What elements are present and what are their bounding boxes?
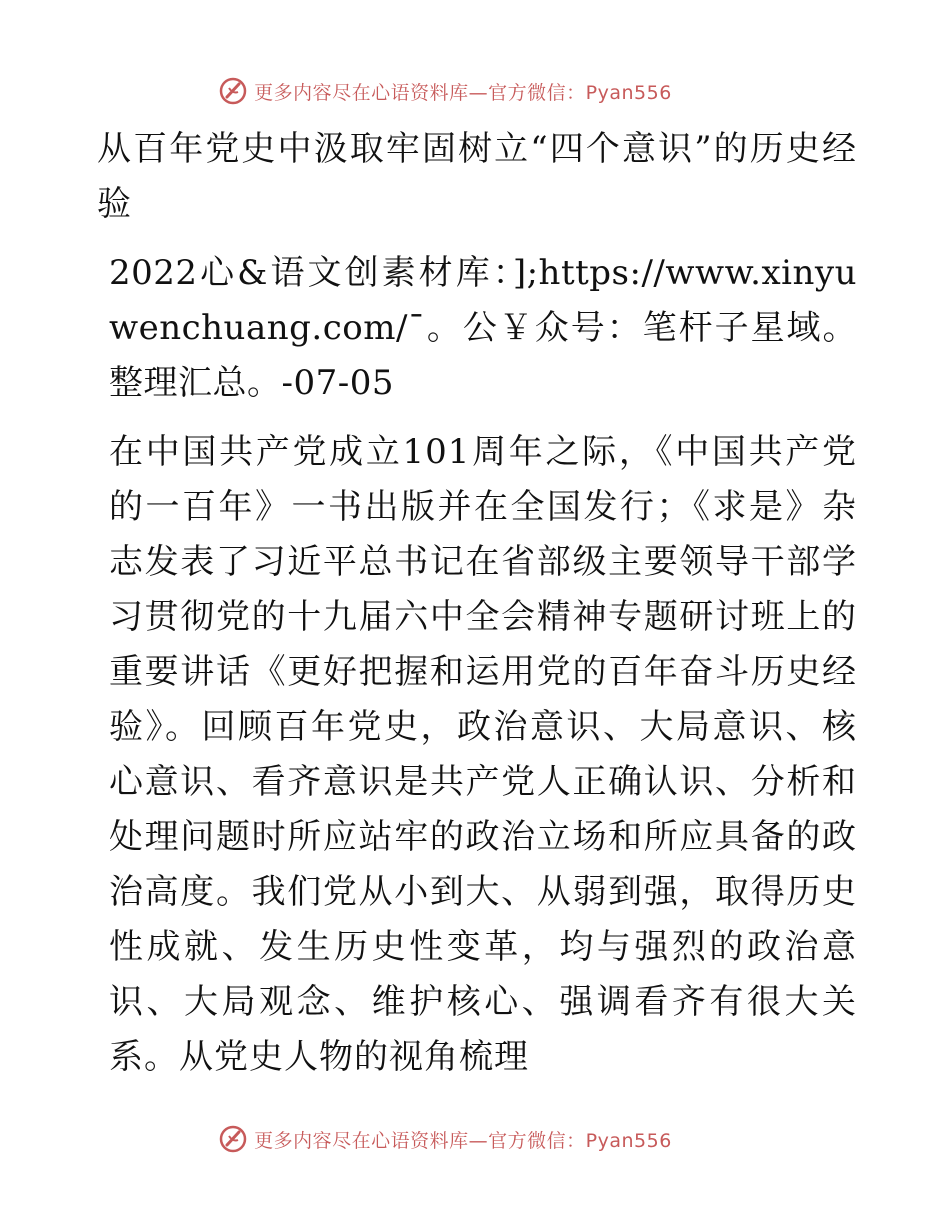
article-title: 从百年党史中汲取牢固树立“四个意识”的历史经验 — [97, 129, 857, 224]
article-paragraph: 在中国共产党成立101周年之际，《中国共产党的一百年》一书出版并在全国发行；《求是》杂志发表了习近平总书记在省部级主要领导干部学习贯彻党的十九届六中全会精神专题研讨班上的重要讲话《更好把握和运用党的百年奋斗历史经验》。回顾百年党史，政治意识、大局意识、核心意识、看齐意识是共产党人正确认识、分析和处理问题时所应站牢的政治立场和所应具备的政治高度。我们党从小到大、从弱到强，取得历史性成就、发生历史性变革，均与强烈的政治意识、大局观念、维护核心、强调看齐有很大关系。从党史人物的视角梳理 — [109, 432, 857, 1077]
header-watermark — [0, 76, 950, 106]
watermark-text: 更多内容尽在心语资料库—官方微信：Pyan556 — [254, 1129, 672, 1152]
footer-watermark — [0, 1124, 950, 1154]
watermark-text: 更多内容尽在心语资料库—官方微信：Pyan556 — [254, 81, 672, 104]
logo-icon — [218, 76, 248, 106]
document-body — [97, 122, 857, 1085]
article-meta: 2022心&语文创素材库：];https://www.xinyuwenchuang.com/¯。公￥众号：笔杆子星域。整理汇总。-07-05 — [109, 253, 857, 403]
logo-icon — [218, 1124, 248, 1154]
